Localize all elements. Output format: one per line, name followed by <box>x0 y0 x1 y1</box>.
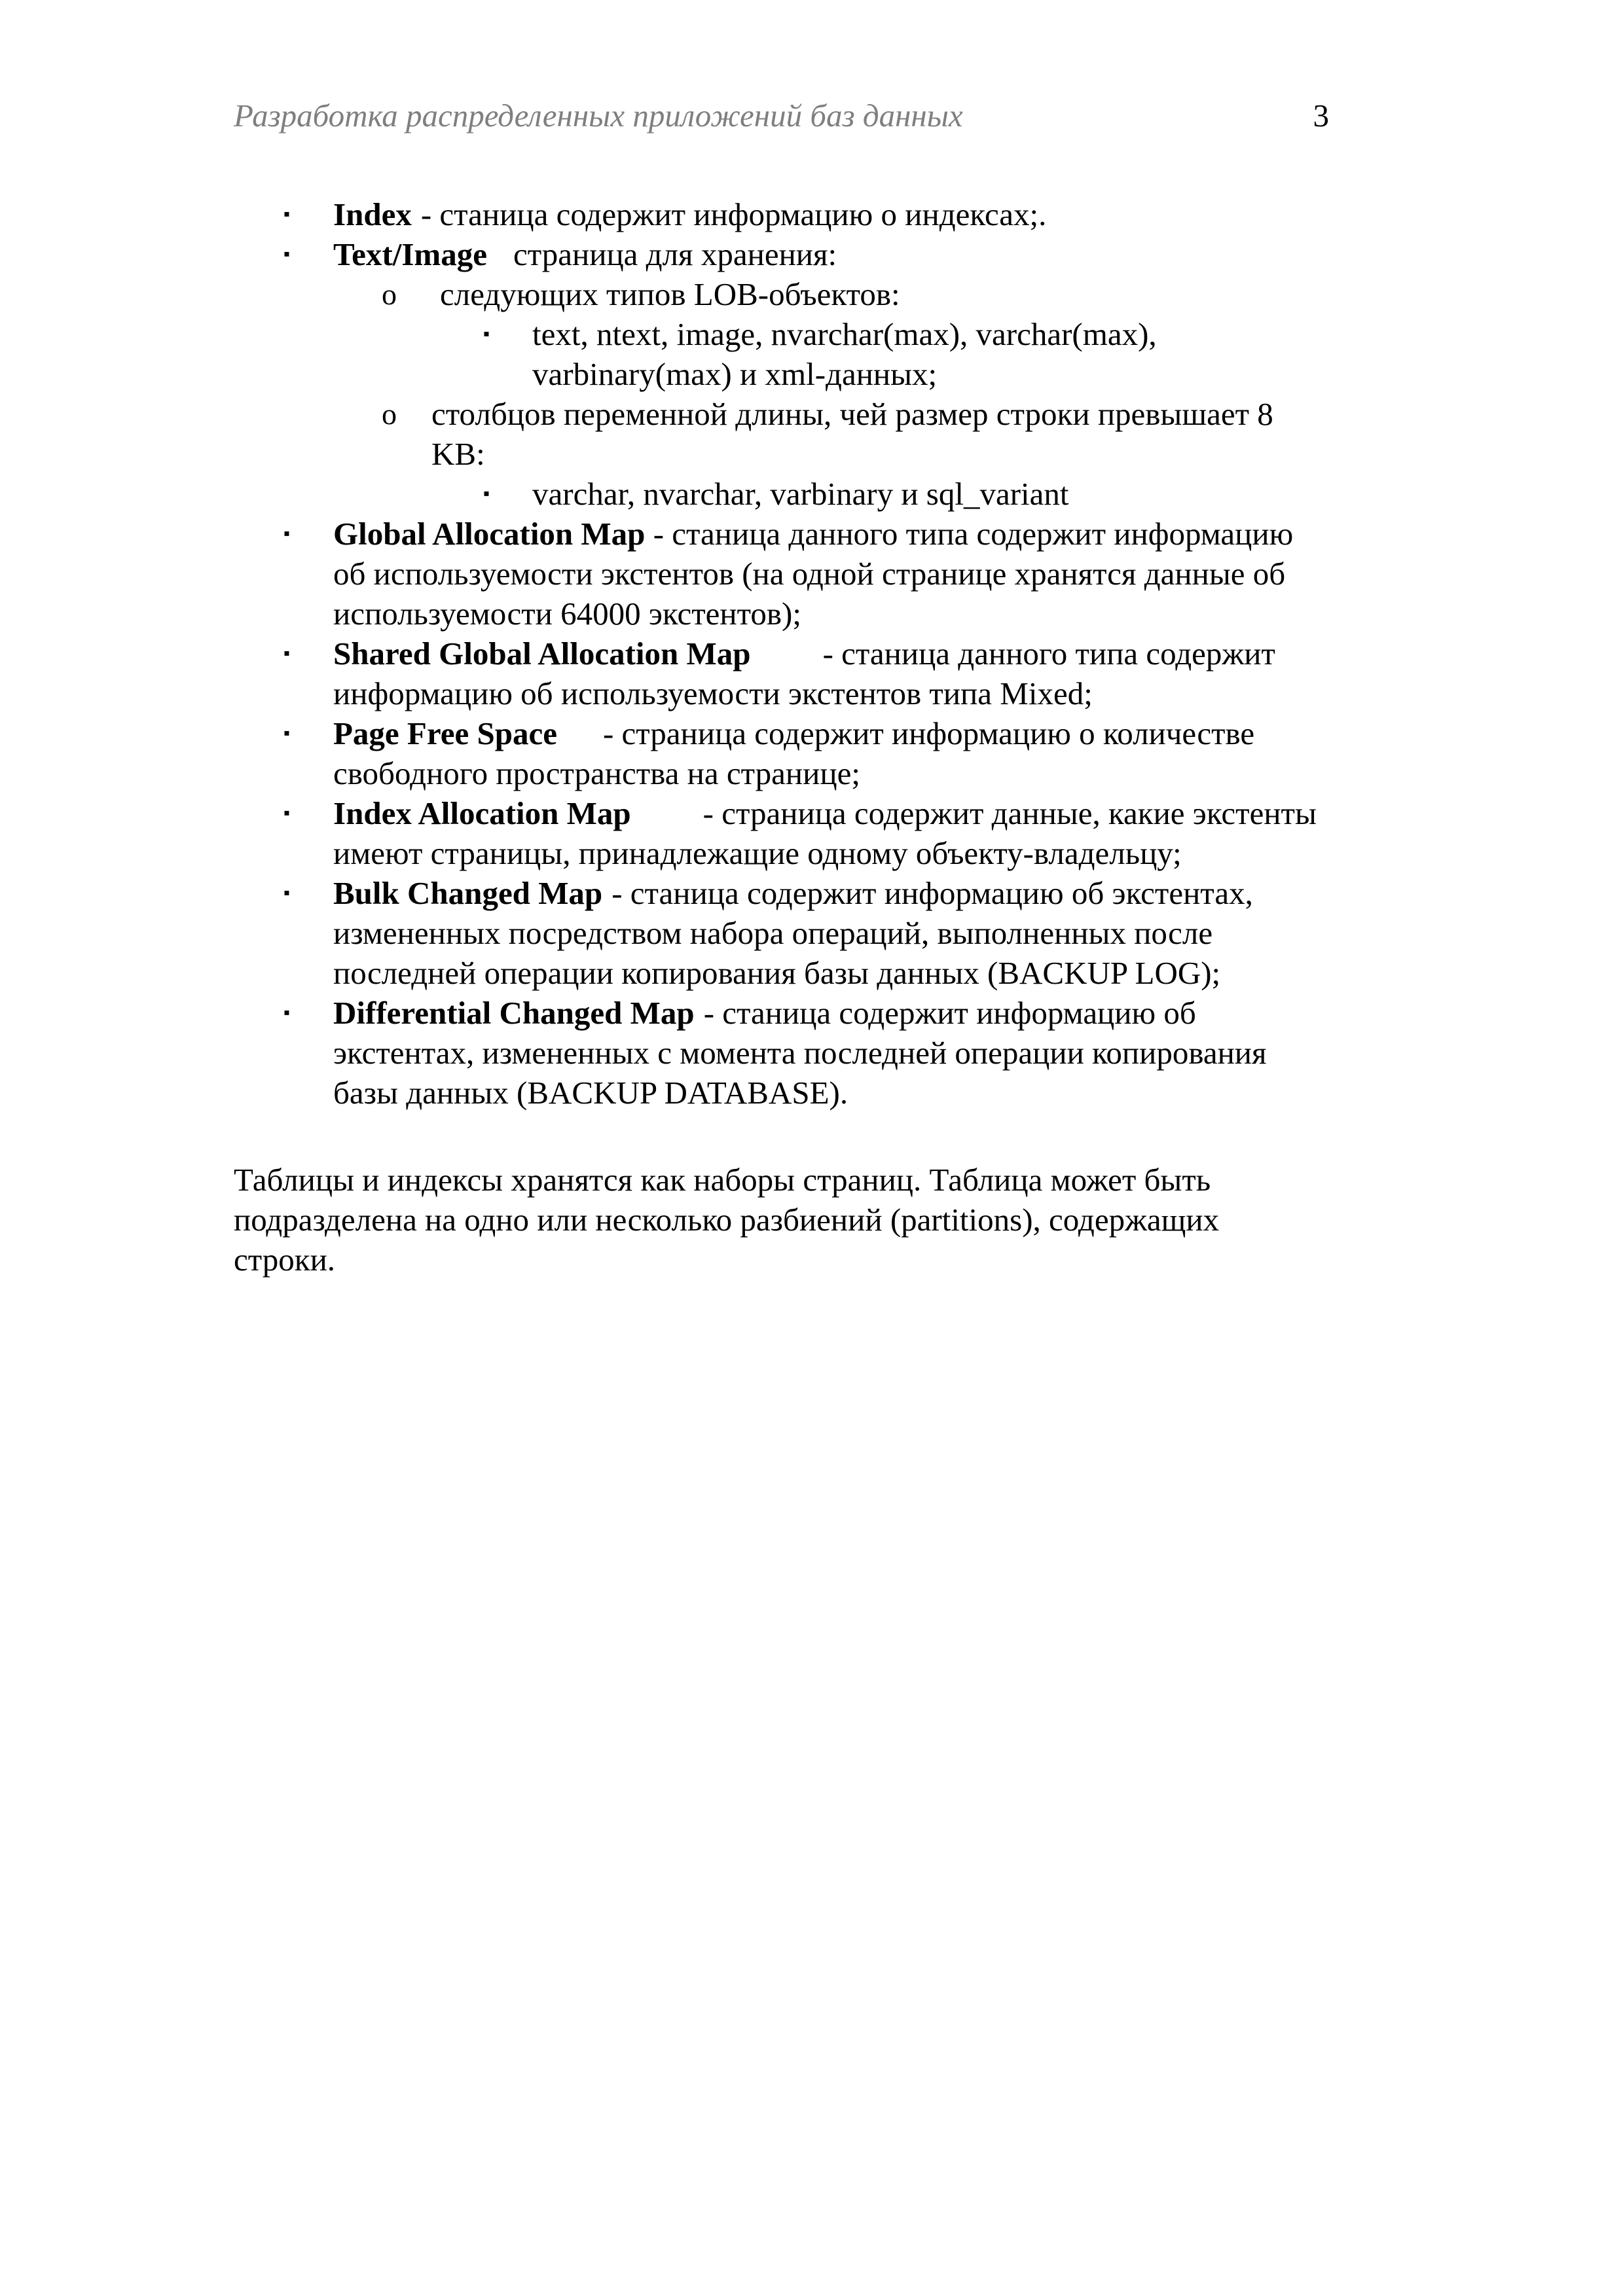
sub-item-variable-columns <box>234 394 1329 474</box>
list-item-sgam <box>234 634 1329 713</box>
item-text: страница для хранения: <box>513 236 837 272</box>
square-bullet-icon: ▪ <box>283 643 290 664</box>
sub-sub-item-variable-types <box>234 474 1329 514</box>
square-bullet-icon: ▪ <box>483 484 490 504</box>
item-text: - станица данного типа содержит информацию об используемости экстентов (на одной странице хранятся данные об используемости 64000 экстентов); <box>333 516 1294 632</box>
sub-sub-item-lob-types <box>234 314 1329 394</box>
item-term: Index Allocation Map <box>333 795 631 831</box>
page-number: 3 <box>1313 98 1329 134</box>
list-item-iam <box>234 793 1329 873</box>
square-bullet-icon: ▪ <box>283 883 290 903</box>
square-bullet-icon: ▪ <box>283 803 290 823</box>
header-title: Разработка распределенных приложений баз данных <box>234 98 963 134</box>
item-text: - станица содержит информацию об экстентах, измененных посредством набора операций, выполненных после последней операции копирования базы данных (BACKUP LOG); <box>333 875 1253 991</box>
body-paragraph: Таблицы и индексы хранятся как наборы страниц. Таблица может быть подразделена на одно или несколько разбиений (partitions), содержащих строки. <box>234 1162 1220 1278</box>
list-item-bcm <box>234 873 1329 993</box>
list-item-text-image <box>234 234 1329 274</box>
sub-item-lob <box>234 274 1329 314</box>
item-term: Index <box>333 196 412 232</box>
page-content <box>234 194 1329 1280</box>
circle-bullet-icon: o <box>382 397 397 431</box>
list-item-pfs <box>234 713 1329 793</box>
item-text: - страница содержит информацию о количестве свободного пространства на странице; <box>333 715 1255 791</box>
item-text: - станица содержит информацию о индексах;. <box>420 196 1047 232</box>
item-term: Text/Image <box>333 236 487 272</box>
square-bullet-icon: ▪ <box>283 244 290 264</box>
sub-item-text: следующих типов LOB-объектов: <box>440 276 900 312</box>
item-text: - станица данного типа содержит информацию об используемости экстентов типа Mixed; <box>333 636 1275 711</box>
square-bullet-icon: ▪ <box>283 204 290 224</box>
list-item-dcm <box>234 993 1329 1113</box>
item-term: Global Allocation Map <box>333 516 646 552</box>
sub-sub-item-text: varchar, nvarchar, varbinary и sql_variant <box>532 476 1069 512</box>
sub-item-text: столбцов переменной длины, чей размер строки превышает 8 KB: <box>431 396 1273 472</box>
square-bullet-icon: ▪ <box>283 524 290 544</box>
circle-bullet-icon: o <box>382 278 397 311</box>
item-term: Differential Changed Map <box>333 995 695 1031</box>
item-text: - станица содержит информацию об экстентах, измененных с момента последней операции копирования базы данных (BACKUP DATABASE). <box>333 995 1267 1111</box>
item-term: Shared Global Allocation Map <box>333 636 751 672</box>
square-bullet-icon: ▪ <box>483 324 490 344</box>
list-item-index <box>234 194 1329 234</box>
page-header <box>234 97 1329 143</box>
sub-sub-item-text: text, ntext, image, nvarchar(max), varchar(max), varbinary(max) и xml-данных; <box>532 316 1157 392</box>
item-term: Bulk Changed Map <box>333 875 603 911</box>
square-bullet-icon: ▪ <box>283 1003 290 1023</box>
item-term: Page Free Space <box>333 715 557 751</box>
square-bullet-icon: ▪ <box>283 723 290 744</box>
item-text: - страница содержит данные, какие экстенты имеют страницы, принадлежащие одному объекту-владельцу; <box>333 795 1317 871</box>
list-item-gam <box>234 514 1329 634</box>
